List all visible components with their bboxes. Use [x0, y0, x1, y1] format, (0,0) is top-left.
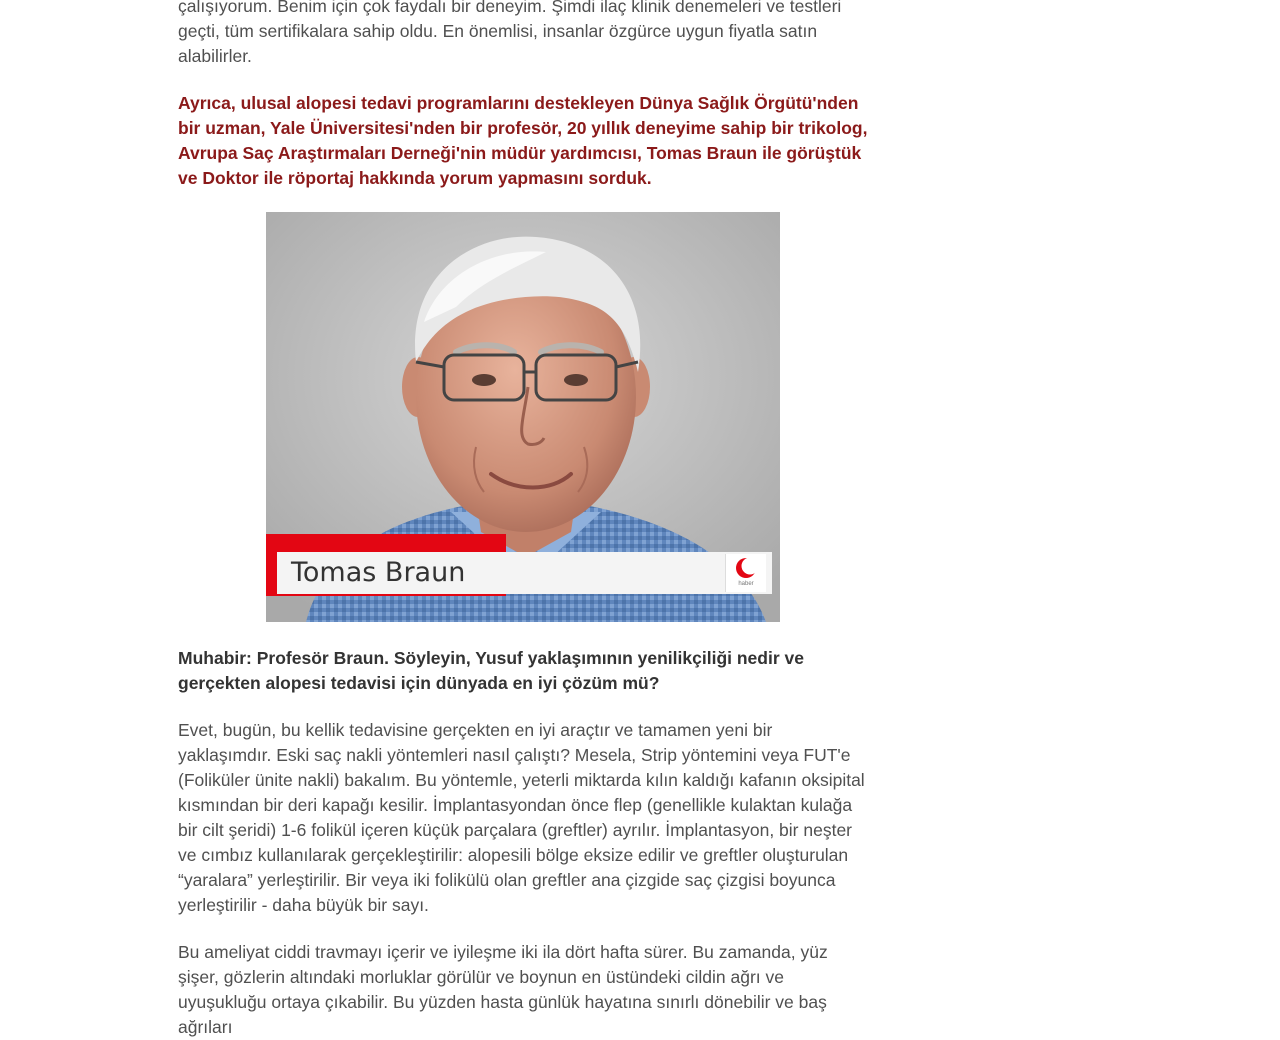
- article-body: [178, 0, 870, 1040]
- channel-logo: [725, 554, 766, 592]
- paragraph-intro: çalışıyorum. Benim için çok faydalı bir deneyim. Şimdi ilaç klinik denemeleri ve testleri geçti, tüm sertifikalara sahip oldu. En önemlisi, insanlar özgürce uygun fiyatla satın alabilirler.: [178, 0, 842, 66]
- interview-photo: [266, 212, 780, 622]
- paragraph-question: Muhabir: Profesör Braun. Söyleyin, Yusuf yaklaşımının yenilikçiliği nedir ve gerçekten alopesi tedavisi için dünyada en iyi çözüm mü?: [178, 648, 804, 693]
- red-crescent-icon: [726, 554, 766, 582]
- caption-box: [274, 552, 772, 594]
- paragraph-highlight: Ayrıca, ulusal alopesi tedavi programlarını destekleyen Dünya Sağlık Örgütü'nden bir uzman, Yale Üniversitesi'nden bir profesör, 20 yıllık deneyime sahip bir trikolog, Avrupa Saç Araştırmaları Derneği'nin müdür yardımcısı, Tomas Braun ile görüştük ve Doktor ile röportaj hakkında yorum yapmasını sorduk.: [178, 93, 868, 188]
- caption-name: Tomas Braun: [291, 557, 466, 588]
- logo-label: haber: [738, 581, 754, 587]
- paragraph-surgery: Bu ameliyat ciddi travmayı içerir ve iyileşme iki ila dört hafta sürer. Bu zamanda, yüz şişer, gözlerin altındaki morluklar görülür ve boynun en üstündeki cildin ağrı ve uyuşukluğu ortaya çıkabilir. Bu yüzden hasta günlük hayatına sınırlı dönebilir ve baş ağrıları: [178, 942, 828, 1037]
- paragraph-answer: Evet, bugün, bu kellik tedavisine gerçekten en iyi araçtır ve tamamen yeni bir yaklaşımdır. Eski saç nakli yöntemleri nasıl çalıştı? Mesela, Strip yöntemini veya FUT'e (Foliküler ünite nakli) bakalım. Bu yöntemle, yeterli miktarda kılın kaldığı kafanın oksipital kısmından bir deri kapağı kesilir. İmplantasyondan önce flep (genellikle kulaktan kulağa bir cilt şeridi) 1-6 folikül içeren küçük parçalara (greftler) ayrılır. İmplantasyon, bir neşter ve cımbız kullanılarak gerçekleştirilir: alopesili bölge eksize edilir ve greftler oluşturulan “yaralara” yerleştirilir. Bir veya iki folikülü olan greftler ana çizgide saç çizgisi boyunca yerleştirilir - daha büyük bir sayı.: [178, 720, 865, 915]
